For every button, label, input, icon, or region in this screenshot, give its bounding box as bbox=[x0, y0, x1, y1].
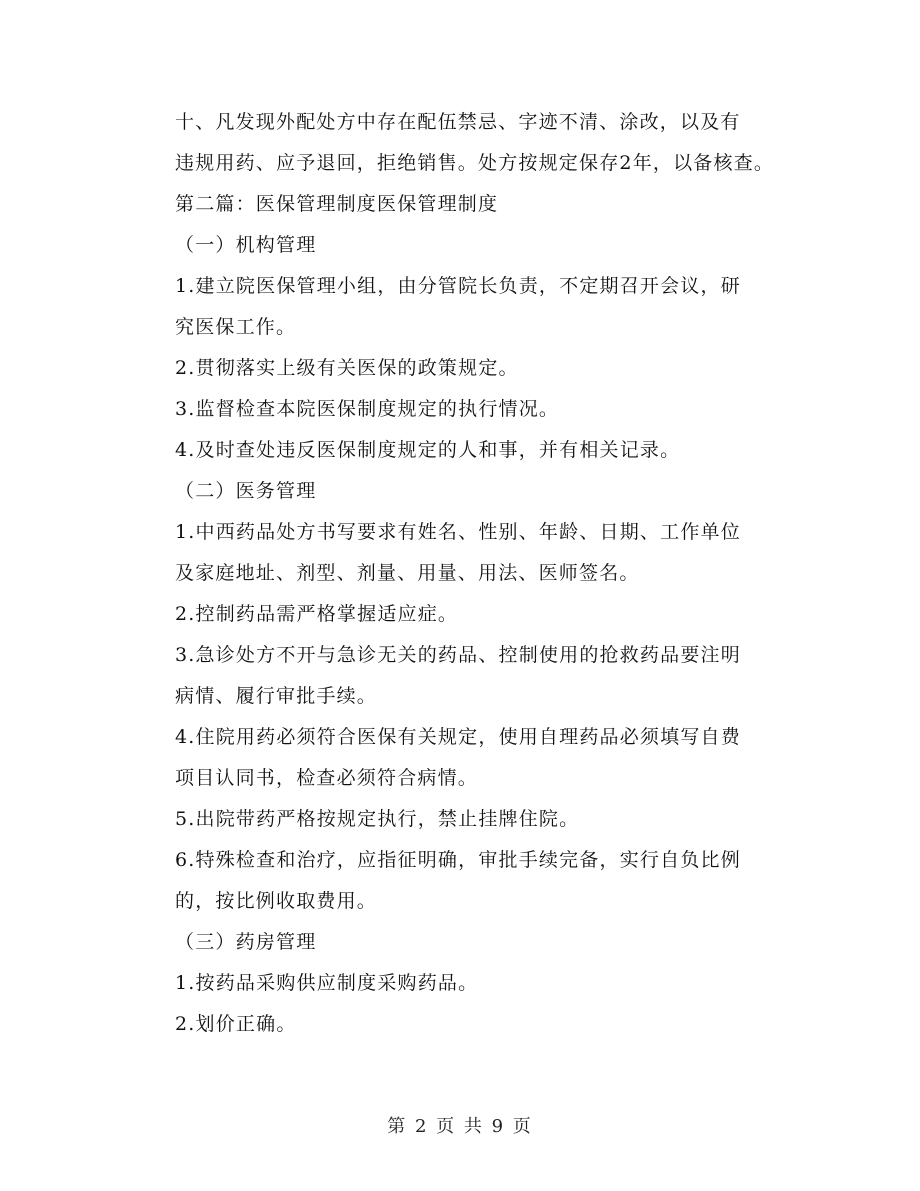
text-line: 违规用药、应予退回，拒绝销售。处方按规定保存2年，以备核查。 bbox=[175, 152, 775, 174]
text-line: （二）医务管理 bbox=[175, 480, 317, 502]
subsection-heading-medical bbox=[137, 471, 777, 512]
subsection-heading-institution bbox=[137, 225, 777, 266]
page-number-footer: 第 2 页 共 9 页 bbox=[387, 1116, 533, 1137]
text-line: 2.控制药品需严格掌握适应症。 bbox=[175, 603, 459, 625]
list-item bbox=[137, 799, 777, 840]
section-heading-part-two bbox=[137, 184, 777, 225]
list-item bbox=[137, 512, 777, 594]
text-line: 的，按比例收取费用。 bbox=[175, 890, 378, 912]
list-item bbox=[137, 430, 777, 471]
list-item bbox=[137, 594, 777, 635]
paragraph-item-10 bbox=[137, 102, 777, 184]
text-line: （三）药房管理 bbox=[175, 931, 317, 953]
text-line: 病情、履行审批手续。 bbox=[175, 685, 378, 707]
list-item bbox=[137, 389, 777, 430]
text-line: 4.及时查处违反医保制度规定的人和事，并有相关记录。 bbox=[175, 439, 681, 461]
text-line: 究医保工作。 bbox=[175, 316, 297, 338]
text-line: 1.按药品采购供应制度采购药品。 bbox=[175, 972, 479, 994]
text-line: 及家庭地址、剂型、剂量、用量、用法、医师签名。 bbox=[175, 562, 640, 584]
text-line: （一）机构管理 bbox=[175, 234, 317, 256]
document-body bbox=[137, 102, 777, 1045]
list-item bbox=[137, 635, 777, 717]
text-line: 2.划价正确。 bbox=[175, 1013, 297, 1035]
list-item bbox=[137, 840, 777, 922]
text-line: 1.建立院医保管理小组，由分管院长负责，不定期召开会议，研 bbox=[175, 275, 741, 297]
list-item bbox=[137, 963, 777, 1004]
text-line: 2.贯彻落实上级有关医保的政策规定。 bbox=[175, 357, 519, 379]
text-line: 6.特殊检查和治疗，应指征明确，审批手续完备，实行自负比例 bbox=[175, 849, 741, 871]
subsection-heading-pharmacy bbox=[137, 922, 777, 963]
list-item bbox=[137, 266, 777, 348]
list-item bbox=[137, 348, 777, 389]
text-line: 4.住院用药必须符合医保有关规定，使用自理药品必须填写自费 bbox=[175, 726, 741, 748]
text-line: 1.中西药品处方书写要求有姓名、性别、年龄、日期、工作单位 bbox=[175, 521, 741, 543]
text-line: 3.监督检查本院医保制度规定的执行情况。 bbox=[175, 398, 560, 420]
text-line: 5.出院带药严格按规定执行，禁止挂牌住院。 bbox=[175, 808, 580, 830]
text-line: 十、凡发现外配处方中存在配伍禁忌、字迹不清、涂改，以及有 bbox=[175, 111, 741, 133]
list-item bbox=[137, 717, 777, 799]
list-item bbox=[137, 1004, 777, 1045]
text-line: 第二篇：医保管理制度医保管理制度 bbox=[175, 193, 499, 215]
text-line: 项目认同书，检查必须符合病情。 bbox=[175, 767, 479, 789]
text-line: 3.急诊处方不开与急诊无关的药品、控制使用的抢救药品要注明 bbox=[175, 644, 741, 666]
